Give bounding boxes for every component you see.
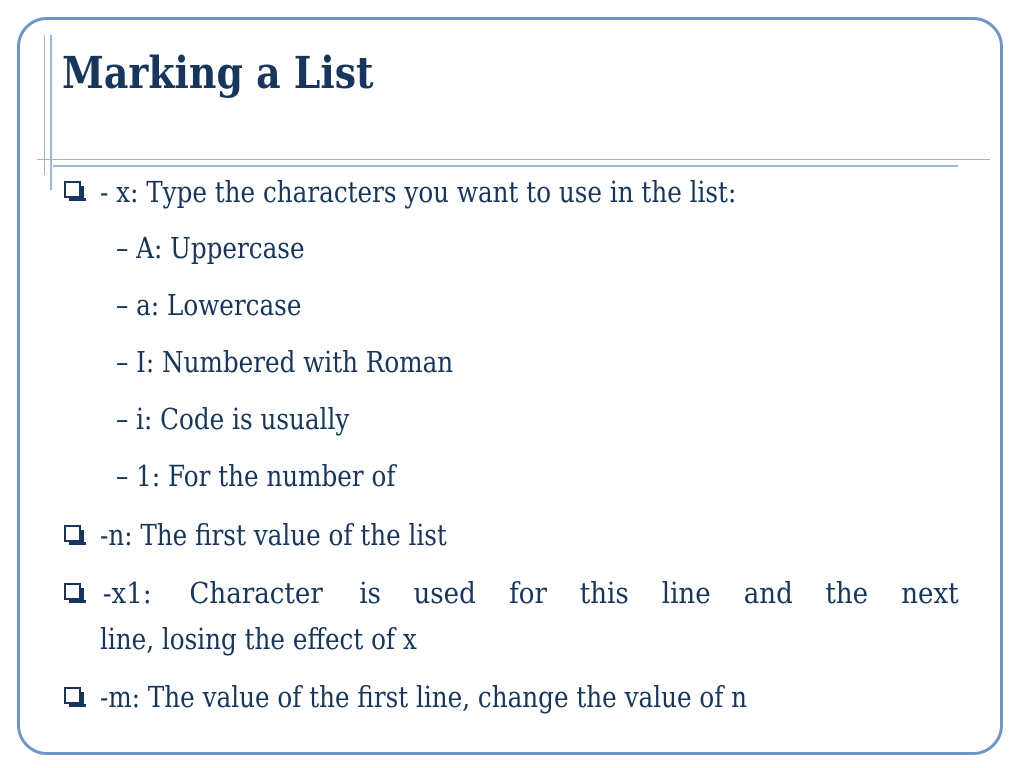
sub-list-item: – a: Lowercase	[116, 288, 302, 322]
sub-list-item: – i: Code is usually	[116, 402, 350, 436]
checkbox-bullet-icon	[64, 687, 81, 704]
decorative-horizontal-line	[53, 165, 958, 167]
list-item: -x1: Character is used for this line and the next	[102, 576, 959, 610]
checkbox-bullet-icon	[64, 525, 81, 542]
checkbox-bullet-icon	[64, 583, 81, 600]
list-item-continuation: line, losing the effect of x	[100, 622, 417, 656]
sub-list-item: – 1: For the number of	[116, 459, 396, 493]
decorative-horizontal-line	[37, 159, 990, 160]
checkbox-bullet-icon	[64, 181, 81, 198]
slide-title: Marking a List	[62, 48, 374, 99]
list-item: -m: The value of the first line, change the value of n	[100, 680, 748, 714]
list-item: - x: Type the characters you want to use in the list:	[100, 175, 737, 209]
sub-list-item: – I: Numbered with Roman	[116, 345, 454, 379]
sub-list-item: – A: Uppercase	[116, 231, 305, 265]
decorative-vertical-line	[44, 35, 45, 175]
list-item: -n: The first value of the list	[100, 518, 447, 552]
decorative-vertical-line	[50, 35, 52, 190]
